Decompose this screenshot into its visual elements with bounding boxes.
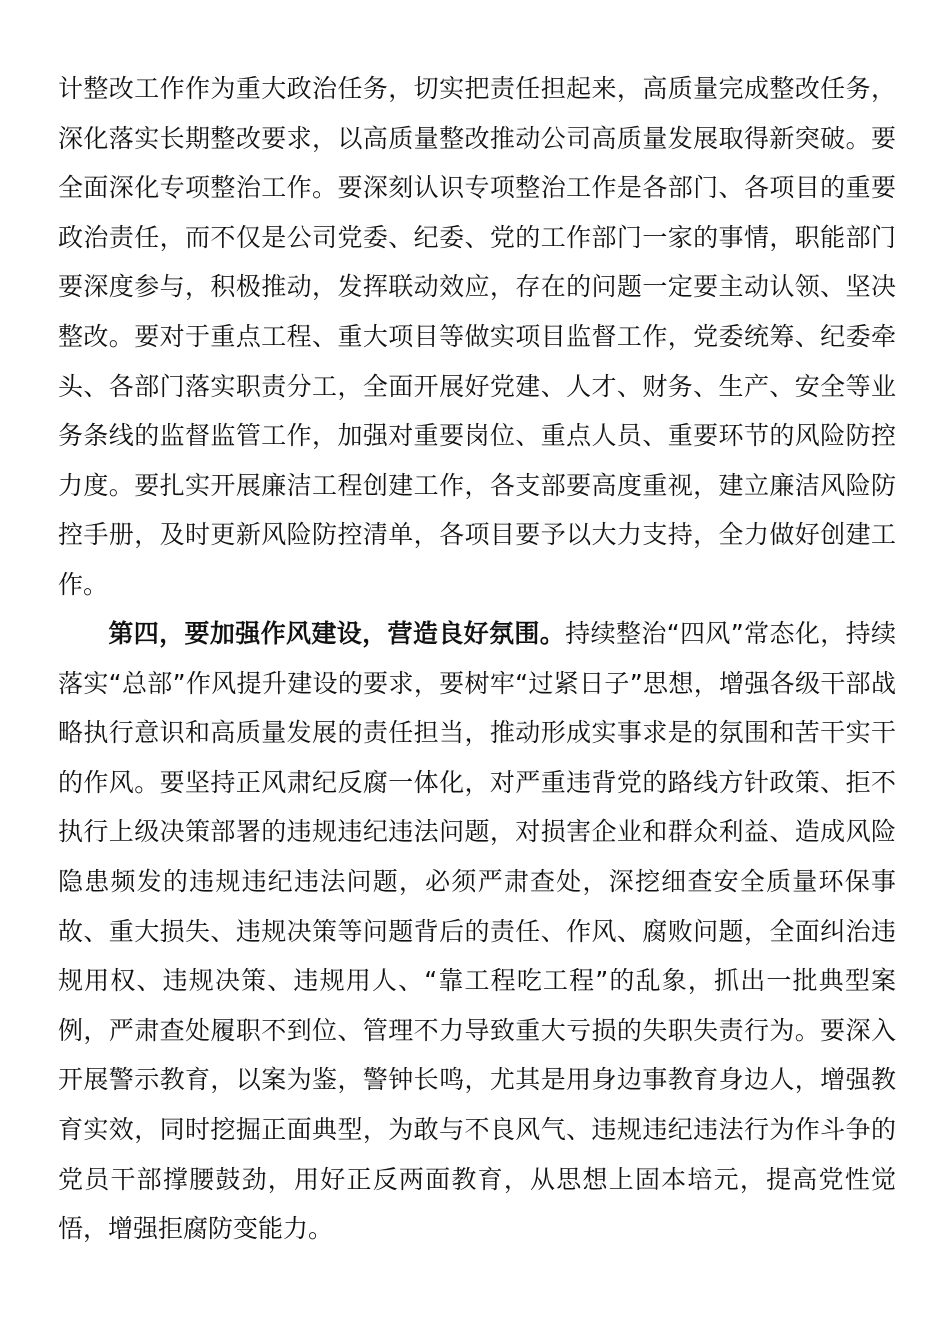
section-heading: 第四，要加强作风建设，营造良好氛围。 (108, 619, 566, 648)
paragraph-2 (58, 609, 896, 1254)
paragraph-1: 计整改工作作为重大政治任务，切实把责任担起来，高质量完成整改任务，深化落实长期整改要求，以高质量整改推动公司高质量发展取得新突破。要全面深化专项整治工作。要深刻认识专项整治工作是各部门、各项目的重要政治责任，而不仅是公司党委、纪委、党的工作部门一家的事情，职能部门要深度参与，积极推动，发挥联动效应，存在的问题一定要主动认领、坚决整改。要对于重点工程、重大项目等做实项目监督工作，党委统筹、纪委牵头、各部门落实职责分工，全面开展好党建、人才、财务、生产、安全等业务条线的监督监管工作，加强对重要岗位、重点人员、重要环节的风险防控力度。要扎实开展廉洁工程创建工作，各支部要高度重视，建立廉洁风险防控手册，及时更新风险防控清单，各项目要予以大力支持，全力做好创建工作。 (58, 74, 896, 599)
paragraph-2-body: 持续整治“四风”常态化，持续落实“总部”作风提升建设的要求，要树牢“过紧日子”思想，增强各级干部战略执行意识和高质量发展的责任担当，推动形成实事求是的氛围和苦干实干的作风。要坚持正风肃纪反腐一体化，对严重违背党的路线方针政策、拒不执行上级决策部署的违规违纪违法问题，对损害企业和群众利益、造成风险隐患频发的违规违纪违法问题，必须严肃查处，深挖细查安全质量环保事故、重大损失、违规决策等问题背后的责任、作风、腐败问题，全面纠治违规用权、违规决策、违规用人、“靠工程吃工程”的乱象，抓出一批典型案例，严肃查处履职不到位、管理不力导致重大亏损的失职失责行为。要深入开展警示教育，以案为鉴，警钟长鸣，尤其是用身边事教育身边人，增强教育实效，同时挖掘正面典型，为敢与不良风气、违规违纪违法行为作斗争的党员干部撑腰鼓劲，用好正反两面教育，从思想上固本培元，提高党性觉悟，增强拒腐防变能力。 (58, 619, 896, 1244)
